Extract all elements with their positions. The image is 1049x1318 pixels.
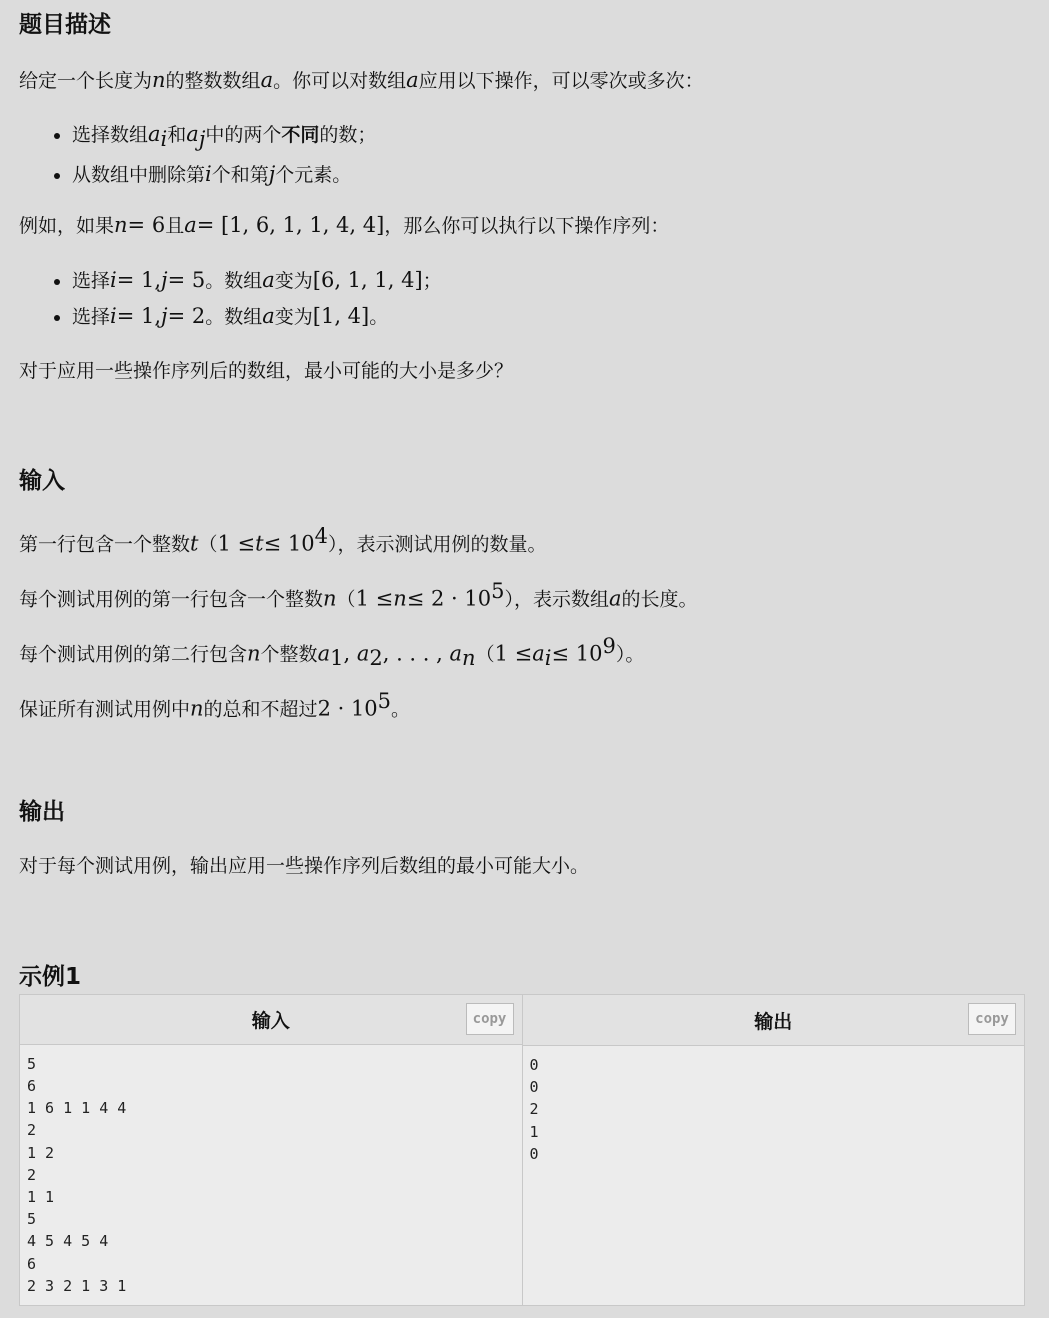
list-item: • 选择数组$a_i$和$a_j$中的两个不同的数；	[72, 117, 376, 157]
sample-table	[19, 994, 1025, 1306]
input-line-2: 每个测试用例的第一行包含一个整数$n(1 \le n\le 2 \cdot 10^5)$，表示数组a的长度。	[19, 579, 698, 611]
input-line-4: 保证所有测试用例中n的总和不超过$2 \cdot 10^5$。	[19, 689, 411, 721]
output-text: 对于每个测试用例，输出应用一些操作序列后数组的最小可能大小。	[19, 855, 590, 877]
list-item: • 选择i= 1,j= 2。数组a变为[1, 4]。	[72, 299, 442, 335]
section-title-input: 输入	[19, 468, 65, 494]
example-intro: 例如，如果n= 6且a= [1, 6, 1, 1, 4, 4]，那么你可以执行以下操作序列：	[19, 213, 670, 237]
sample-input-text: 5 6 1 6 1 1 4 4 2 1 2 2 1 1 5 4 5 4 5 4 6 2 3 2 1 3 1	[27, 1054, 127, 1295]
sample-output-column	[522, 995, 1025, 1305]
sample-output-header-label: 输出	[754, 1010, 793, 1033]
sample-input-header-label: 输入	[251, 1009, 290, 1032]
list-item: • 从数组中删除第i个和第j个元素。	[72, 157, 376, 193]
example-steps	[40, 263, 442, 335]
input-line-1: 第一行包含一个整数$t(1 \le t\le 10^4)$，表示测试用例的数量。	[19, 524, 547, 556]
section-title-output: 输出	[19, 799, 65, 825]
sample-input-column	[20, 995, 522, 1305]
copy-input-button[interactable]: copy	[466, 1003, 514, 1035]
sample-output-text: 0 0 2 1 0	[529, 1056, 539, 1163]
section-title-description: 题目描述	[19, 12, 111, 38]
input-line-3: 每个测试用例的第二行包含n个整数$a_1$, $a_2$, . . . , $a_n(1 \le a_i\le 10^9)$。	[19, 634, 645, 671]
problem-statement: 给定一个长度为n的整数数组a。你可以对数组a应用以下操作，可以零次或多次：	[19, 68, 704, 92]
sample-output-header	[523, 995, 1025, 1046]
sample-input-header	[20, 995, 522, 1045]
list-item: • 选择i= 1,j= 5。数组a变为[6, 1, 1, 4]；	[72, 263, 442, 299]
operation-list	[40, 117, 376, 193]
question-text: 对于应用一些操作序列后的数组，最小可能的大小是多少？	[19, 360, 514, 382]
section-title-sample: 示例1	[19, 964, 82, 990]
copy-output-button[interactable]: copy	[968, 1003, 1016, 1035]
